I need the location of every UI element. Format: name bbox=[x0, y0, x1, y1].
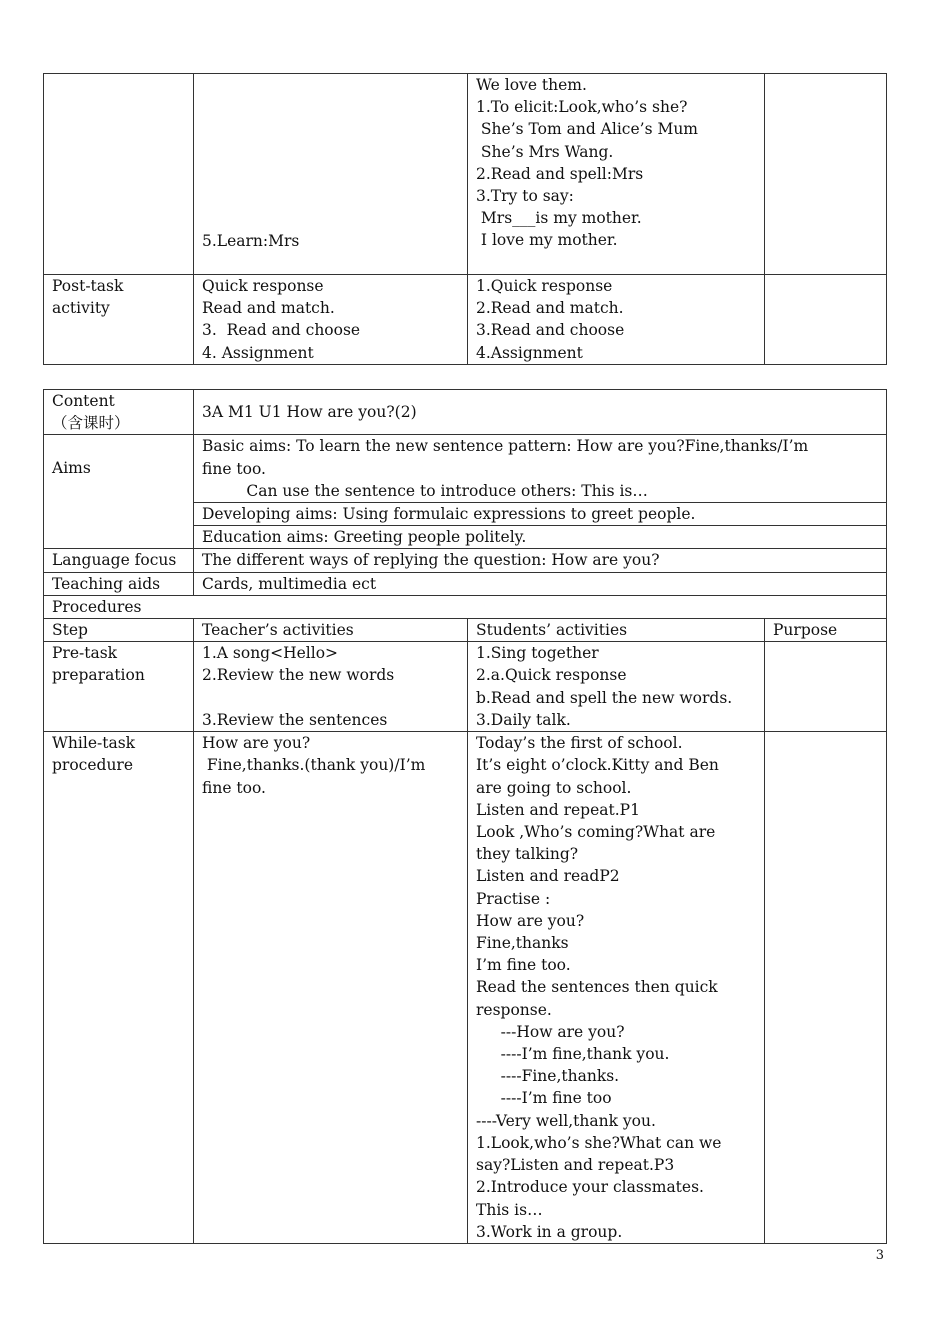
teacher-line: fine too. bbox=[202, 778, 266, 797]
students-line: ----Very well,thank you. bbox=[476, 1111, 656, 1130]
students-line: Listen and readP2 bbox=[476, 867, 620, 886]
header-students-label: Students’ activities bbox=[476, 621, 628, 640]
step-label: procedure bbox=[52, 756, 134, 775]
content-label-cell bbox=[44, 390, 194, 435]
teacher-line: 1.A song<Hello> bbox=[202, 644, 339, 663]
students-activities-cell bbox=[468, 642, 765, 732]
teacher-line: Read and match. bbox=[202, 299, 335, 318]
students-line: 1.To elicit:Look,who’s she? bbox=[476, 98, 688, 117]
students-line: I love my mother. bbox=[476, 231, 618, 250]
content-label: Content bbox=[52, 392, 115, 410]
students-line: ---How are you? bbox=[476, 1022, 625, 1041]
purpose-cell bbox=[765, 642, 887, 732]
content-label-period: （含课时） bbox=[52, 414, 130, 433]
students-line: Listen and repeat.P1 bbox=[476, 800, 640, 819]
header-purpose-label: Purpose bbox=[773, 621, 838, 640]
language-focus-label-cell bbox=[44, 549, 194, 572]
procedures-label: Procedures bbox=[52, 597, 142, 616]
procedures-cell bbox=[44, 595, 887, 618]
step-cell-while-task bbox=[44, 732, 194, 1244]
basic-aims-line: Can use the sentence to introduce others: This is… bbox=[202, 481, 648, 500]
students-line: ----I’m fine too bbox=[476, 1089, 612, 1108]
basic-aims-cell bbox=[194, 435, 887, 503]
content-value: 3A M1 U1 How are you?(2) bbox=[202, 403, 417, 422]
students-line: 1.Look,who’s she?What can we bbox=[476, 1133, 722, 1152]
language-focus-label: Language focus bbox=[52, 551, 177, 570]
students-line: 2.Introduce your classmates. bbox=[476, 1178, 704, 1197]
students-line: Fine,thanks bbox=[476, 934, 569, 953]
teacher-line: 4. Assignment bbox=[202, 343, 314, 362]
teacher-line: How are you? bbox=[202, 734, 311, 753]
teacher-line: Quick response bbox=[202, 277, 324, 295]
teacher-line: 3.Review the sentences bbox=[202, 710, 388, 729]
step-label: While-task bbox=[52, 734, 136, 753]
students-line: She’s Mrs Wang. bbox=[476, 142, 614, 161]
students-line: 1.Sing together bbox=[476, 644, 599, 663]
students-line: 4.Assignment bbox=[476, 343, 583, 362]
education-aims: Education aims: Greeting people politely. bbox=[202, 528, 527, 547]
students-line: 2.Read and match. bbox=[476, 299, 624, 318]
step-label: Post-task bbox=[52, 277, 124, 295]
teacher-activities-cell bbox=[194, 642, 468, 732]
students-line: She’s Tom and Alice’s Mum bbox=[476, 120, 698, 139]
header-students bbox=[468, 619, 765, 642]
lesson-plan-table-continued bbox=[43, 73, 887, 365]
students-line: I’m fine too. bbox=[476, 956, 571, 975]
students-line: 3.Work in a group. bbox=[476, 1222, 623, 1241]
teaching-aids-value: Cards, multimedia ect bbox=[202, 574, 377, 593]
header-step-label: Step bbox=[52, 621, 88, 640]
students-line: We love them. bbox=[476, 76, 587, 94]
students-line: 2.Read and spell:Mrs bbox=[476, 164, 644, 183]
students-line: response. bbox=[476, 1000, 552, 1019]
teacher-line: 5.Learn:Mrs bbox=[202, 231, 300, 250]
teacher-activities-cell bbox=[194, 74, 468, 275]
header-step bbox=[44, 619, 194, 642]
students-line: ----Fine,thanks. bbox=[476, 1067, 620, 1086]
header-teacher bbox=[194, 619, 468, 642]
students-line: b.Read and spell the new words. bbox=[476, 688, 733, 707]
content-value-cell bbox=[194, 390, 887, 435]
teacher-line: 3. Read and choose bbox=[202, 321, 361, 340]
students-line: 2.a.Quick response bbox=[476, 666, 627, 685]
purpose-cell bbox=[765, 74, 887, 275]
teaching-aids-label-cell bbox=[44, 572, 194, 595]
language-focus-value-cell bbox=[194, 549, 887, 572]
education-aims-cell bbox=[194, 526, 887, 549]
students-line: are going to school. bbox=[476, 778, 632, 797]
basic-aims-line: fine too. bbox=[202, 459, 266, 478]
teaching-aids-label: Teaching aids bbox=[52, 574, 161, 593]
students-activities-cell bbox=[468, 732, 765, 1244]
students-line: It’s eight o’clock.Kitty and Ben bbox=[476, 756, 719, 775]
header-teacher-label: Teacher’s activities bbox=[202, 621, 354, 640]
purpose-cell bbox=[765, 732, 887, 1244]
page-number: 3 bbox=[875, 1248, 884, 1263]
students-line: Practise : bbox=[476, 889, 551, 908]
language-focus-value: The different ways of replying the question: How are you? bbox=[202, 551, 660, 570]
students-line: 3.Read and choose bbox=[476, 321, 625, 340]
step-label: Pre-task bbox=[52, 644, 118, 663]
step-cell-post-task bbox=[44, 275, 194, 365]
teacher-activities-cell bbox=[194, 732, 468, 1244]
aims-label-cell bbox=[44, 435, 194, 549]
teacher-activities-cell bbox=[194, 275, 468, 365]
step-label: preparation bbox=[52, 666, 145, 685]
basic-aims-line: Basic aims: To learn the new sentence pattern: How are you?Fine,thanks/I’m bbox=[202, 437, 809, 456]
students-line: This is… bbox=[476, 1200, 543, 1219]
students-line: ----I’m fine,thank you. bbox=[476, 1045, 670, 1064]
step-cell bbox=[44, 74, 194, 275]
students-line: Look ,Who’s coming?What are bbox=[476, 823, 716, 842]
students-line: How are you? bbox=[476, 911, 585, 930]
students-line: 3.Daily talk. bbox=[476, 710, 571, 729]
developing-aims-cell bbox=[194, 503, 887, 526]
students-line: 3.Try to say: bbox=[476, 187, 574, 206]
purpose-cell bbox=[765, 275, 887, 365]
developing-aims: Developing aims: Using formulaic expressions to greet people. bbox=[202, 505, 696, 524]
teacher-line bbox=[202, 687, 459, 709]
students-line: say?Listen and repeat.P3 bbox=[476, 1156, 675, 1175]
students-line: Today’s the first of school. bbox=[476, 734, 683, 753]
students-activities-cell bbox=[468, 74, 765, 275]
step-cell-pre-task bbox=[44, 642, 194, 732]
aims-label: Aims bbox=[52, 459, 91, 478]
students-line: 1.Quick response bbox=[476, 277, 613, 295]
lesson-plan-table bbox=[43, 389, 887, 1244]
teaching-aids-value-cell bbox=[194, 572, 887, 595]
step-label: activity bbox=[52, 299, 110, 318]
students-line: Read the sentences then quick bbox=[476, 978, 718, 997]
teacher-line: 2.Review the new words bbox=[202, 666, 395, 685]
header-purpose bbox=[765, 619, 887, 642]
students-line: they talking? bbox=[476, 845, 579, 864]
students-activities-cell bbox=[468, 275, 765, 365]
teacher-line: Fine,thanks.(thank you)/I’m bbox=[202, 756, 426, 775]
students-line: Mrs___is my mother. bbox=[476, 209, 642, 228]
